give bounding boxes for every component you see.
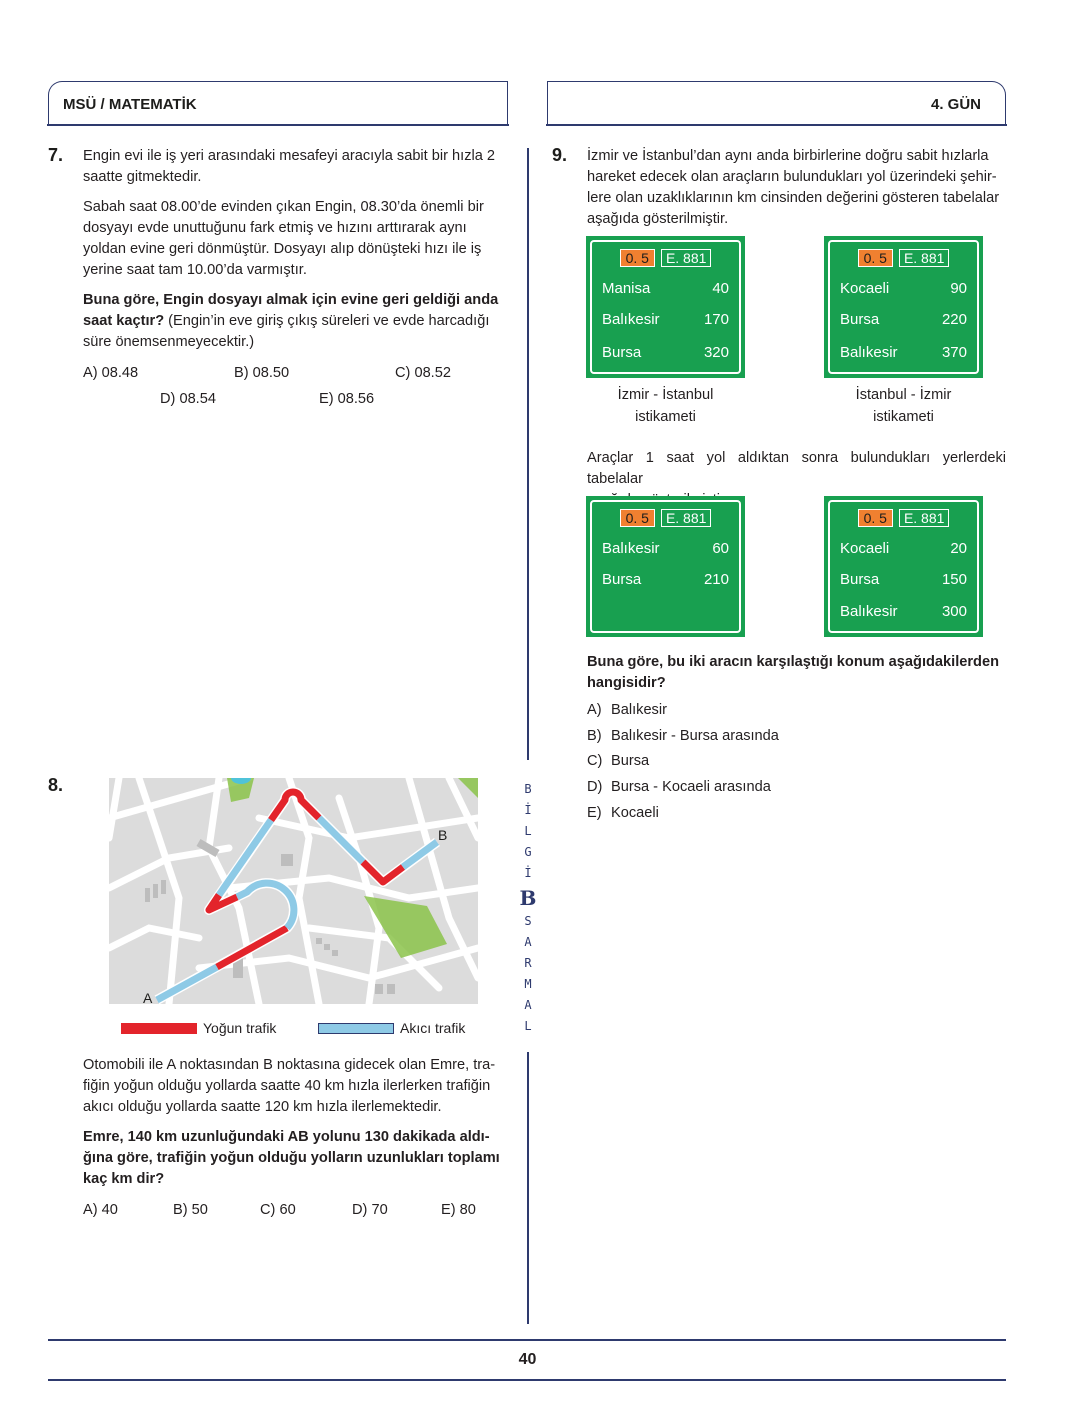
q8-paragraph <box>83 1055 503 1118</box>
q7-paragraph-1 <box>83 146 503 188</box>
distance: 40 <box>712 280 729 297</box>
q9-sign-after-1h-izmir <box>586 496 745 637</box>
q7-question <box>83 290 503 353</box>
city: Balıkesir <box>602 311 660 328</box>
text-line: hangisidir? <box>587 675 666 691</box>
option-text: Kocaeli <box>611 805 659 821</box>
city: Manisa <box>602 280 651 297</box>
q8-option-b[interactable]: B) 50 <box>173 1202 208 1218</box>
distance: 320 <box>703 344 729 361</box>
q9-sign-izmir-istanbul <box>586 236 745 378</box>
sign-row <box>602 540 729 557</box>
text-line <box>83 311 503 332</box>
sign-row <box>840 280 967 297</box>
brand-logo <box>519 886 537 910</box>
q9-sign-istanbul-izmir <box>824 236 983 378</box>
legend-fluid-swatch <box>318 1023 394 1034</box>
brand-letter: R <box>524 956 532 970</box>
sign-row <box>602 344 729 361</box>
legend-fluid-label: Akıcı trafik <box>400 1020 466 1036</box>
text-line: dosyayı evde unuttuğunu fark etmiş ve hızını arttırarak aynı <box>83 220 467 236</box>
q8-option-a[interactable]: A) 40 <box>83 1202 118 1218</box>
q8-legend-heavy <box>121 1020 276 1036</box>
sign-row <box>840 540 967 557</box>
sign-panel <box>590 240 741 374</box>
q8-option-c[interactable]: C) 60 <box>260 1202 296 1218</box>
brand-letter: B <box>524 782 532 796</box>
sign-row <box>602 571 729 588</box>
q7-question-bold: saat kaçtır? <box>83 313 165 329</box>
city: Bursa <box>840 311 880 328</box>
road-code-b: E. 881 <box>661 509 711 527</box>
text-line: ğına göre, trafiğin yoğun olduğu yolların uzunlukları toplamı <box>83 1150 500 1166</box>
distance: 220 <box>941 311 967 328</box>
text-line: akıcı olduğu yollarda saatte 120 km hızla ilerlemektedir. <box>83 1099 442 1115</box>
brand-vertical-top <box>519 782 537 887</box>
q9-paragraph-1 <box>587 146 1006 230</box>
q8-point-a: A <box>143 990 153 1004</box>
option-text: Bursa - Kocaeli arasında <box>611 779 771 795</box>
text-line: Engin evi ile iş yeri arasındaki mesafeyi aracıyla sabit bir hızla 2 <box>83 148 496 164</box>
footer-line-top <box>48 1339 1006 1341</box>
q9-option-a[interactable] <box>587 702 667 718</box>
header-day <box>547 81 1006 126</box>
q8-number: 8. <box>48 775 64 795</box>
road-code-a: 0. 5 <box>858 249 893 267</box>
q9-question <box>587 652 1006 694</box>
option-text: Balıkesir - Bursa arasında <box>611 728 779 744</box>
q9-caption-istanbul-izmir <box>824 384 983 428</box>
city: Balıkesir <box>840 344 898 361</box>
q9-option-d[interactable] <box>587 779 771 795</box>
city: Kocaeli <box>840 280 890 297</box>
option-letter: E) <box>587 805 602 821</box>
q7-option-b[interactable]: B) 08.50 <box>234 365 290 381</box>
text-line: Buna göre, Engin dosyayı almak için evine geri geldiği anda <box>83 292 499 308</box>
legend-heavy-label: Yoğun trafik <box>203 1020 277 1036</box>
option-letter: A) <box>587 702 602 718</box>
sign-road-codes <box>830 509 977 527</box>
road-code-a: 0. 5 <box>620 249 655 267</box>
city: Balıkesir <box>840 603 898 620</box>
sign-road-codes <box>592 249 739 267</box>
q8-option-e[interactable]: E) 80 <box>441 1202 476 1218</box>
brand-vertical-bottom <box>519 914 537 1040</box>
text-line: hareket edecek olan araçların bulundukları yol üzerindeki şehir- <box>587 169 997 185</box>
sign-row <box>602 311 729 328</box>
q7-paragraph-2 <box>83 197 503 281</box>
q9-option-e[interactable] <box>587 805 659 821</box>
header-subject <box>48 81 508 126</box>
q8-point-b: B <box>438 827 448 843</box>
text-line: Otomobili ile A noktasından B noktasına gidecek olan Emre, tra- <box>83 1057 496 1073</box>
city: Bursa <box>840 571 880 588</box>
q9-caption-izmir-istanbul <box>586 384 745 428</box>
sign-row <box>840 571 967 588</box>
text-line: aşağıda gösterilmiştir. <box>587 211 729 227</box>
sign-row <box>840 603 967 620</box>
sign-row <box>602 280 729 297</box>
text-line: Araçlar 1 saat yol aldıktan sonra bulundukları yerlerdeki tabelalar <box>587 450 1006 487</box>
text-line: Buna göre, bu iki aracın karşılaştığı konum aşağıdakilerden <box>587 654 1000 670</box>
q7-option-e[interactable]: E) 08.56 <box>319 391 375 407</box>
sign-row <box>840 311 967 328</box>
city: Balıkesir <box>602 540 660 557</box>
brand-letter: G <box>524 845 532 859</box>
distance: 210 <box>703 571 729 588</box>
city: Bursa <box>602 571 642 588</box>
q7-question-note: (Engin’in eve giriş çıkış süreleri ve evde harcadığı <box>164 313 490 329</box>
brand-letter: A <box>524 935 532 949</box>
column-divider-bottom <box>527 1052 529 1324</box>
sign-road-codes <box>830 249 977 267</box>
brand-logo-letter: B <box>519 886 537 910</box>
text-line: Sabah saat 08.00’de evinden çıkan Engin, 08.30’da önemli bir <box>83 199 484 215</box>
page-number: 40 <box>518 1351 537 1368</box>
option-text: Balıkesir <box>611 702 667 718</box>
q7-option-c[interactable]: C) 08.52 <box>395 365 451 381</box>
q9-number: 9. <box>552 145 568 165</box>
sign-road-codes <box>592 509 739 527</box>
q9-option-c[interactable] <box>587 753 649 769</box>
q8-question <box>83 1127 503 1190</box>
sign-panel <box>590 500 741 633</box>
brand-letter: S <box>524 914 532 928</box>
brand-letter: İ <box>524 803 532 817</box>
distance: 20 <box>950 540 967 557</box>
brand-letter: L <box>524 824 532 838</box>
q8-route-map <box>109 778 478 1004</box>
text-line: Emre, 140 km uzunluğundaki AB yolunu 130 dakikada aldı- <box>83 1129 490 1145</box>
caption-line: İzmir - İstanbul <box>617 387 714 403</box>
legend-heavy-swatch <box>121 1023 197 1034</box>
city: Bursa <box>602 344 642 361</box>
caption-line: istikameti <box>873 409 934 425</box>
option-text: Bursa <box>611 753 650 769</box>
distance: 90 <box>950 280 967 297</box>
distance: 150 <box>941 571 967 588</box>
distance: 370 <box>941 344 967 361</box>
road-code-b: E. 881 <box>899 509 949 527</box>
distance: 60 <box>712 540 729 557</box>
text-line: İzmir ve İstanbul’dan aynı anda birbirlerine doğru sabit hızlarla <box>587 148 989 164</box>
q9-sign-after-1h-istanbul <box>824 496 983 637</box>
header-subject-text: MSÜ / MATEMATİK <box>63 95 197 113</box>
distance: 300 <box>941 603 967 620</box>
city: Kocaeli <box>840 540 890 557</box>
header-day-text: 4. GÜN <box>930 95 981 113</box>
option-letter: B) <box>587 728 602 744</box>
road-code-b: E. 881 <box>661 249 711 267</box>
text-line: yoldan evine geri dönmüştür. Dosyayı alıp dönüşteki hızı ile iş <box>83 241 482 257</box>
q9-option-b[interactable] <box>587 728 779 744</box>
text-line: yerine saat tam 10.00’da varmıştır. <box>83 262 307 278</box>
q8-option-d[interactable]: D) 70 <box>352 1202 388 1218</box>
brand-letter: İ <box>524 866 532 880</box>
footer-line-bottom <box>48 1379 1006 1381</box>
q8-legend-fluid <box>318 1020 465 1036</box>
caption-line: istikameti <box>635 409 696 425</box>
caption-line: İstanbul - İzmir <box>855 387 952 403</box>
brand-letter: M <box>524 977 532 991</box>
text-line: fiğin yoğun olduğu yollarda saatte 40 km hızla ilerlerken trafiğin <box>83 1078 491 1094</box>
sign-panel <box>828 240 979 374</box>
road-code-a: 0. 5 <box>620 509 655 527</box>
text-line: lere olan uzaklıklarının km cinsinden değerini gösteren tabelalar <box>587 190 1000 206</box>
sign-panel <box>828 500 979 633</box>
text-line: saatte gitmektedir. <box>83 169 202 185</box>
text-line: süre önemsenmeyecektir.) <box>83 334 255 350</box>
brand-letter: A <box>524 998 532 1012</box>
option-letter: D) <box>587 779 603 795</box>
road-code-a: 0. 5 <box>858 509 893 527</box>
text-line: kaç km dir? <box>83 1171 165 1187</box>
brand-letter: L <box>524 1019 532 1033</box>
q7-option-a[interactable]: A) 08.48 <box>83 365 139 381</box>
sign-row <box>840 344 967 361</box>
q7-number: 7. <box>48 145 64 165</box>
option-letter: C) <box>587 753 603 769</box>
road-code-b: E. 881 <box>899 249 949 267</box>
column-divider-top <box>527 148 529 760</box>
q7-option-d[interactable]: D) 08.54 <box>160 391 216 407</box>
distance: 170 <box>703 311 729 328</box>
